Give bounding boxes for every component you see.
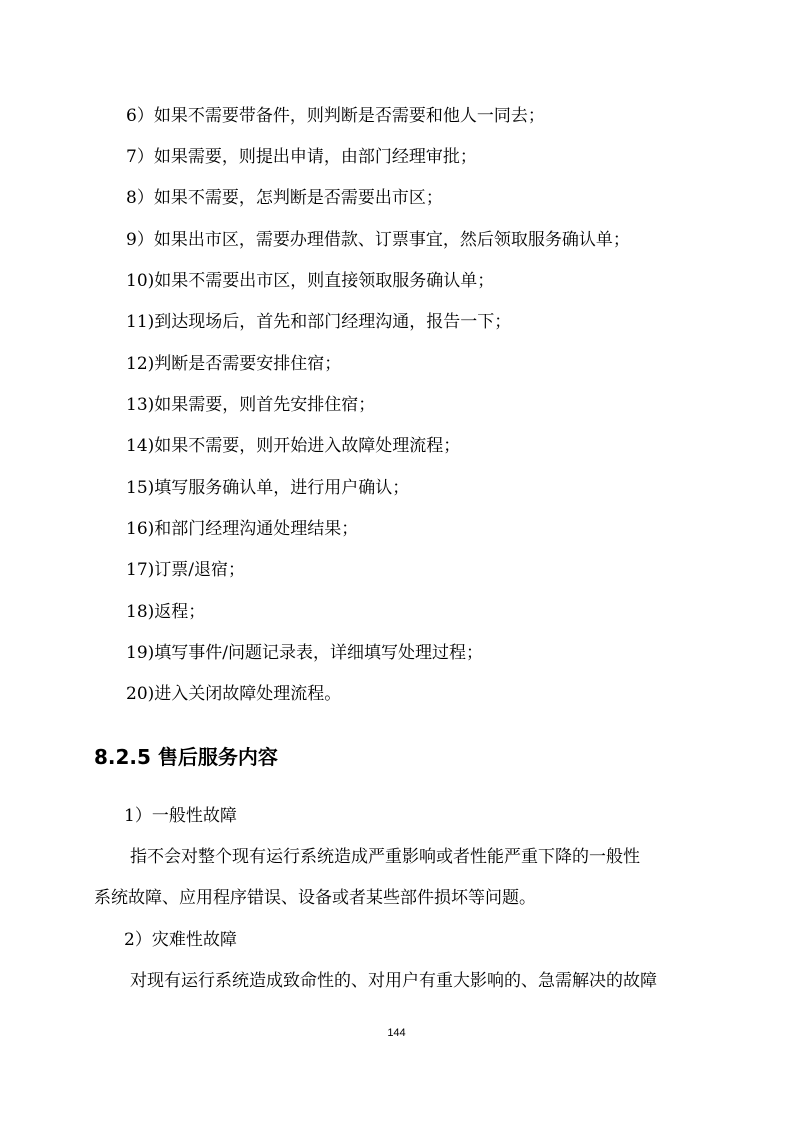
list-item: 7）如果需要，则提出申请，由部门经理审批；: [126, 147, 477, 167]
list-item: 12)判断是否需要安排住宿；: [126, 354, 342, 374]
list-item: 13)如果需要，则首先安排住宿；: [126, 395, 376, 415]
list-item: 19)填写事件/问题记录表，详细填写处理过程；: [126, 643, 483, 663]
list-item: 18)返程；: [126, 602, 206, 622]
list-item: 9）如果出市区，需要办理借款、订票事宜，然后领取服务确认单；: [126, 230, 630, 250]
list-item: 8）如果不需要，怎判断是否需要出市区；: [126, 188, 443, 208]
paragraph-line: 对现有运行系统造成致命性的、对用户有重大影响的、急需解决的故障: [130, 971, 657, 991]
list-item: 10)如果不需要出市区，则直接领取服务确认单；: [126, 271, 495, 291]
section-heading: 8.2.5 售后服务内容: [94, 745, 278, 769]
list-item: 15)填写服务确认单，进行用户确认；: [126, 478, 410, 498]
page-number: 144: [387, 1027, 406, 1039]
subsection-item: 1）一般性故障: [124, 806, 237, 826]
list-item: 14)如果不需要，则开始进入故障处理流程；: [126, 436, 461, 456]
paragraph-line: 指不会对整个现有运行系统造成严重影响或者性能严重下降的一般性: [130, 847, 640, 867]
paragraph-line: 系统故障、应用程序错误、设备或者某些部件损坏等问题。: [94, 888, 536, 908]
list-item: 6）如果不需要带备件，则判断是否需要和他人一同去；: [126, 106, 545, 126]
list-item: 11)到达现场后，首先和部门经理沟通，报告一下；: [126, 312, 512, 332]
list-item: 20)进入关闭故障处理流程。: [126, 684, 342, 704]
subsection-item: 2）灾难性故障: [124, 930, 237, 950]
list-item: 16)和部门经理沟通处理结果；: [126, 519, 359, 539]
list-item: 17)订票/退宿；: [126, 560, 245, 580]
